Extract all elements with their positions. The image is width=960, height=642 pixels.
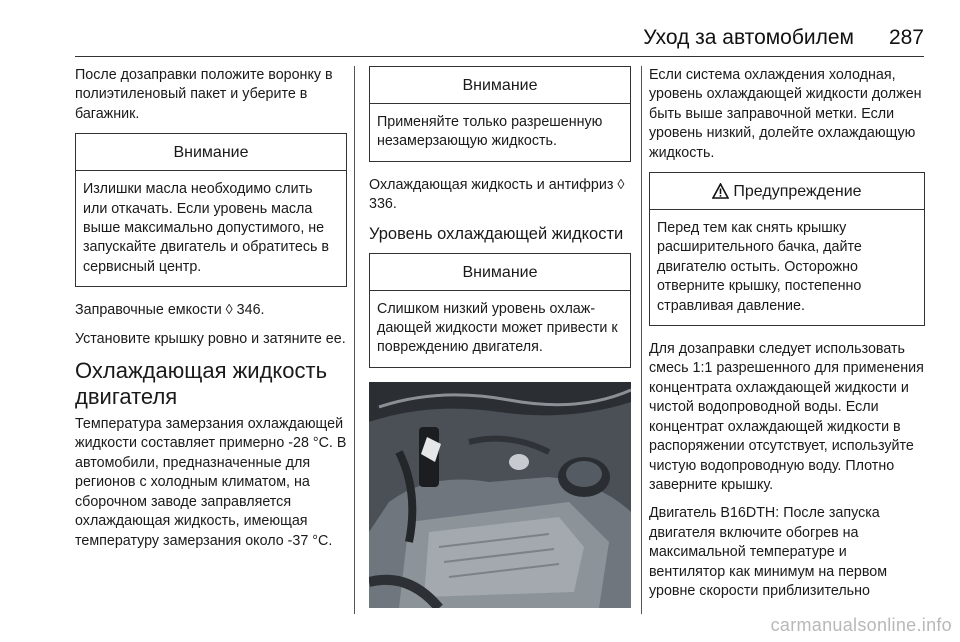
- warning-title: Предупреждение: [733, 183, 862, 201]
- page-title: Уход за автомобилем: [643, 26, 854, 49]
- column-divider: [641, 66, 642, 614]
- warning-box: [649, 172, 925, 326]
- notice-body: Слишком низкий уровень охлаждающей жидкости может привести к повреждению двигателя.: [377, 300, 618, 356]
- notice-box: [369, 66, 631, 162]
- notice-box: [75, 133, 347, 287]
- notice-body: Излишки масла необходимо слить или откачать. Если уровень масла выше максимально допустимого, не запускайте двигатель и обратитесь в сервисный центр.: [83, 181, 330, 275]
- paragraph: Для дозаправки следует использовать смесь 1:1 разрешенного для применения концентрата охлаждающей жидкости и чистой водопроводной воды. Если концентрат охлаждающей жидкости в распоряжении отсутствует, используйте чистую водопроводную воду. Плотно заверните крышку.: [649, 341, 924, 493]
- notice-title: Внимание: [76, 134, 346, 171]
- notice-title: Внимание: [370, 67, 630, 104]
- paragraph: Если система охлаждения холодная, уровень охлаждающей жидкости должен быть выше заправочной метки. Если уровень низкий, долейте охлаждающую жидкость.: [649, 67, 922, 161]
- column-1: [75, 66, 347, 560]
- engine-bay-photo: [369, 382, 631, 608]
- warning-title-row: [650, 173, 924, 210]
- paragraph: После дозаправки положите воронку в полиэтиленовый пакет и уберите в багажник.: [75, 67, 333, 122]
- page-number: 287: [888, 26, 924, 49]
- warning-body: Перед тем как снять крышку расширительного бачка, дайте двигателю остыть. Осторожно отверните крышку, постепенно стравливая давление.: [657, 220, 862, 314]
- column-divider: [354, 66, 355, 614]
- column-2: [369, 66, 631, 608]
- engine-bay-illustration: [369, 382, 631, 608]
- notice-body: Применяйте только разрешенную незамерзающую жидкость.: [377, 114, 603, 150]
- paragraph: Установите крышку ровно и затяните ее.: [75, 330, 346, 347]
- column-3: [649, 66, 925, 610]
- paragraph: Температура замерзания охлаждающей жидкости составляет примерно -28 °C. В автомобили, предназначенные для регионов с холодным климатом, на сборочном заводе заправляется охлаждающая жидкость, имеющая температуру замерзания около -37 °C.: [75, 416, 347, 549]
- warning-triangle-icon: [712, 183, 729, 199]
- notice-box: [369, 253, 631, 368]
- paragraph: Двигатель B16DTH: После запуска двигателя включите обогрев на максимальной температуре и вентилятор как минимум на первом уровне скорости приблизительно: [649, 505, 888, 599]
- watermark: carmanualsonline.info: [770, 615, 952, 635]
- page-header: [75, 22, 924, 57]
- paragraph: Заправочные емкости ◊ 346.: [75, 302, 265, 319]
- notice-title: Внимание: [370, 254, 630, 291]
- subsection-heading: Уровень охлаждающей жидкости: [369, 224, 624, 243]
- section-heading: Охлаждающая жидкость двигателя: [75, 358, 328, 410]
- paragraph: Охлаждающая жидкость и антифриз ◊ 336.: [369, 176, 625, 213]
